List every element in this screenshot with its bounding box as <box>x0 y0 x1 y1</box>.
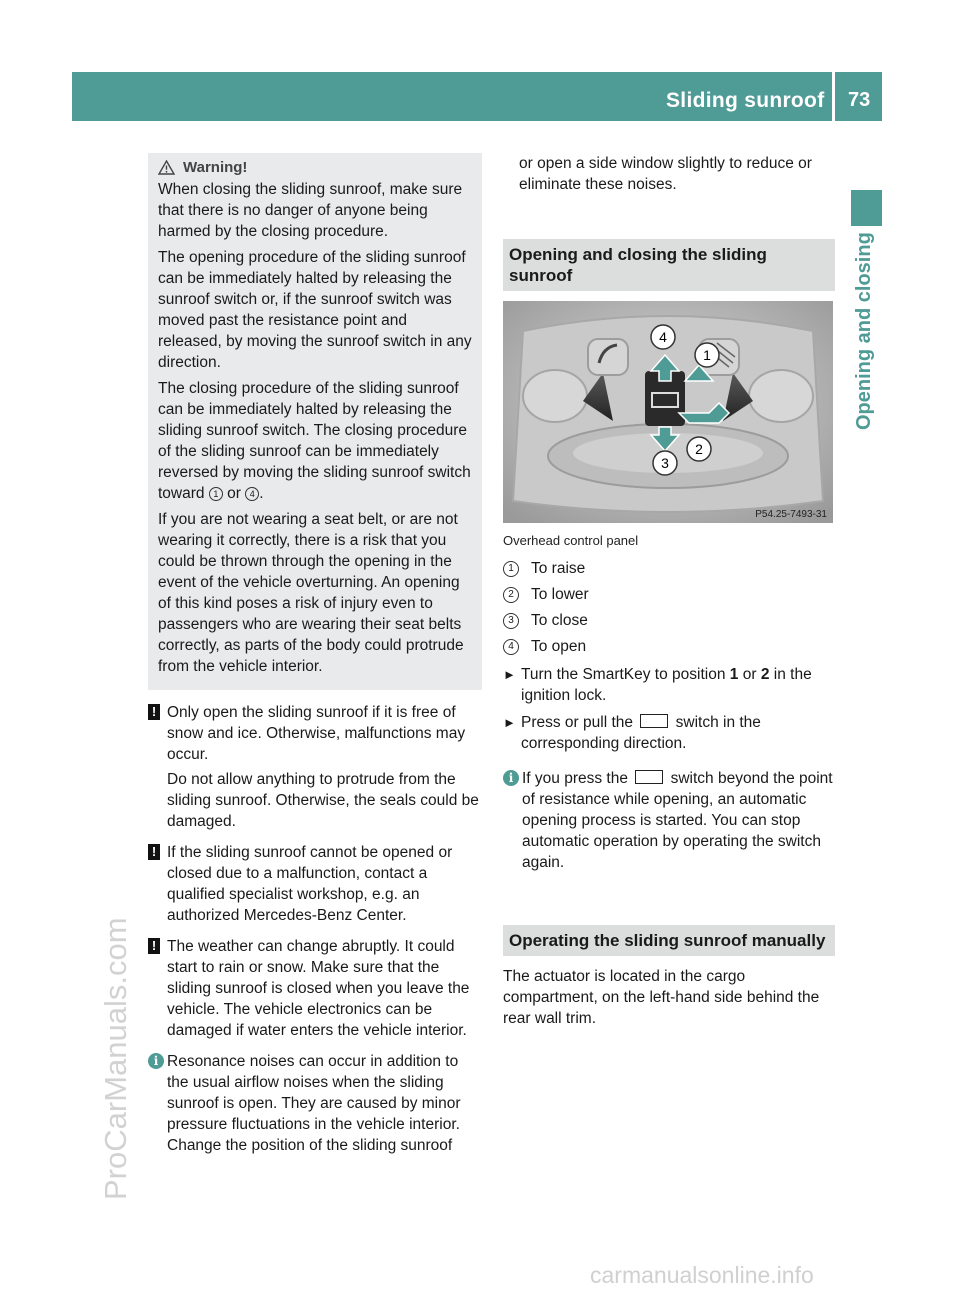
warning-title: Warning! <box>183 159 248 176</box>
right-column <box>503 153 835 1029</box>
exclamation-icon: ! <box>148 844 160 860</box>
note-text: Only open the sliding sunroof if it is free of snow and ice. Otherwise, malfunctions may occur. <box>167 704 466 763</box>
figure-caption: Overhead control panel <box>503 533 639 548</box>
caution-note <box>148 936 482 1041</box>
caution-note <box>148 842 482 926</box>
continuation-text: or open a side window slightly to reduce or eliminate these noises. <box>519 155 812 193</box>
callout-number: 1 <box>209 487 223 501</box>
step-text-part: or <box>742 666 757 683</box>
legend-label: To raise <box>531 560 586 577</box>
figure-callout: 4 <box>659 329 667 345</box>
legend-number: 2 <box>503 587 519 603</box>
key-position: 2 <box>760 666 770 683</box>
info-note <box>148 1051 482 1156</box>
note-text-part: switch beyond the point of resistance while opening, an automatic opening process is started. You can stop automatic operation by operating the switch again. <box>522 770 833 871</box>
watermark-left: ProCarManuals.com <box>98 917 133 1200</box>
figure-callout: 3 <box>661 455 669 471</box>
step-text-part: switch in the corresponding direction. <box>521 714 761 752</box>
legend-item <box>503 634 835 660</box>
warning-text: The closing procedure of the sliding sunroof can be immediately halted by releasing the sliding sunroof switch. The closing procedure of the sliding sunroof can be immediately reversed by moving the sliding sunroof switch toward <box>158 380 471 502</box>
overhead-control-panel-figure <box>503 301 833 523</box>
section-heading-open-close: Opening and closing the sliding sunroof <box>503 239 835 291</box>
warning-text: . <box>259 485 264 502</box>
info-icon: i <box>503 770 519 786</box>
legend-item <box>503 582 835 608</box>
warning-paragraph: The opening procedure of the sliding sunroof can be immediately halted by releasing the sunroof switch or, if the sunroof switch was moved past the resistance point and released, by moving the sunroof switch in any direction. <box>158 249 472 371</box>
sunroof-switch-icon <box>640 714 668 728</box>
overhead-panel-illustration <box>503 301 833 523</box>
info-icon: i <box>148 1053 164 1069</box>
side-chapter-label: Opening and closing <box>853 232 875 430</box>
caution-note <box>148 702 482 832</box>
step-text-part: Press or pull the <box>521 714 633 731</box>
page-number: 73 <box>848 89 871 111</box>
sunroof-switch-icon <box>635 770 663 784</box>
step-text <box>521 664 835 706</box>
warning-triangle-icon <box>158 160 175 175</box>
warning-paragraph <box>158 378 474 504</box>
note-text: The weather can change abruptly. It could start to rain or snow. Make sure that the sliding sunroof is closed when you leave the vehicle. The vehicle electronics can be damaged if water enters the vehicle interior. <box>167 938 470 1039</box>
legend-label: To close <box>531 612 588 629</box>
side-tab-block <box>851 190 882 226</box>
legend-label: To open <box>531 638 587 655</box>
warning-box <box>148 153 482 690</box>
figure-code: P54.25-7493-31 <box>755 509 827 520</box>
step-text-part: Turn the SmartKey to position <box>521 666 726 683</box>
left-column <box>148 153 482 1166</box>
figure-callout: 2 <box>695 441 703 457</box>
note-text: If the sliding sunroof cannot be opened or closed due to a malfunction, contact a qualified specialist workshop, e.g. an authorized Mercedes-Benz Center. <box>167 844 453 924</box>
exclamation-icon: ! <box>148 938 160 954</box>
callout-number: 4 <box>245 487 259 501</box>
arrow-right-icon: ► <box>503 667 516 682</box>
legend-list <box>503 556 835 660</box>
note-text: Resonance noises can occur in addition to the usual airflow noises when the sliding sunroof is open. They are caused by minor pressure fluctuations in the vehicle interior. Change the position of the sliding sunroof <box>167 1053 461 1154</box>
legend-item <box>503 608 835 634</box>
legend-item <box>503 556 835 582</box>
exclamation-icon: ! <box>148 704 160 720</box>
warning-paragraph: If you are not wearing a seat belt, or are not wearing it correctly, there is a risk that you could be thrown through the opening in the event of the vehicle overturning. An opening of this kind poses a risk of injury even to passengers who are wearing their seat belts correctly, as parts of the body could protrude from the vehicle interior. <box>158 511 464 675</box>
warning-heading <box>158 159 474 176</box>
info-note <box>503 768 835 873</box>
page-title: Sliding sunroof <box>666 89 825 112</box>
key-position: 1 <box>729 666 739 683</box>
note-text: Do not allow anything to protrude from the sliding sunroof. Otherwise, the seals could be damaged. <box>167 771 479 830</box>
instruction-step <box>503 712 835 754</box>
arrow-right-icon: ► <box>503 715 516 730</box>
warning-paragraph: When closing the sliding sunroof, make sure that there is no danger of anyone being harmed by the closing procedure. <box>158 181 463 240</box>
note-text-part: If you press the <box>522 770 628 787</box>
section-body: The actuator is located in the cargo compartment, on the left-hand side behind the rear wall trim. <box>503 968 820 1027</box>
note-text <box>522 768 835 873</box>
step-text <box>521 712 835 754</box>
header-divider <box>832 72 835 121</box>
watermark-bottom: carmanualsonline.info <box>590 1262 814 1288</box>
warning-text: or <box>227 485 241 502</box>
legend-number: 4 <box>503 639 519 655</box>
legend-label: To lower <box>531 586 589 603</box>
legend-number: 1 <box>503 561 519 577</box>
instruction-step <box>503 664 835 706</box>
section-heading-manual: Operating the sliding sunroof manually <box>503 925 835 956</box>
legend-number: 3 <box>503 613 519 629</box>
figure-callout: 1 <box>703 347 711 363</box>
step-text-part: in the ignition lock. <box>521 666 812 704</box>
